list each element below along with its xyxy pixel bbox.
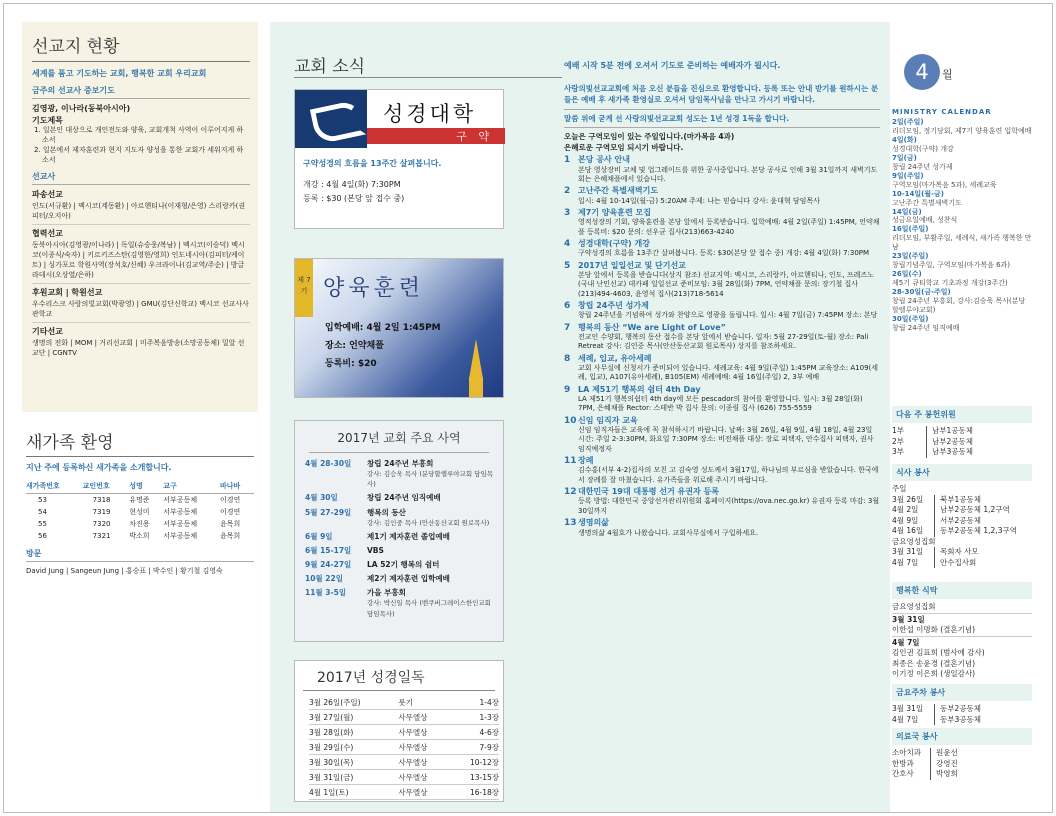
list-item (305, 532, 493, 542)
list-item (892, 748, 1032, 759)
item-head: 본당 공사 안내 (578, 155, 630, 164)
table-cell: 사무엘상 (398, 725, 448, 740)
table-row (309, 740, 499, 755)
mission-sub: 협력선교 (32, 229, 63, 239)
list-item (305, 508, 493, 528)
list-item (892, 704, 1032, 715)
meal-block (892, 464, 1032, 568)
list-item (564, 208, 880, 237)
table-cell: 55 (38, 520, 47, 528)
item-number: 11 (564, 455, 577, 466)
table-cell: 7318 (92, 496, 111, 504)
notice-intro: 사랑의빛선교교회에 처음 오신 분들을 진심으로 환영합니다. 등록 또는 안내 받기를 원하시는 분들은 예배 후 새가족 환영실로 오셔서 담임목사님을 만나고 가시기 바랍니다. (564, 84, 880, 110)
list-item (892, 558, 1032, 569)
calendar-date: 10-14일(월-금) (892, 189, 944, 198)
prayer-item: 2. 일본에서 제자훈련과 현지 지도자 양성을 통한 교회가 세워지게 하소서 (34, 145, 244, 164)
mission-text: 우수리스크 사랑의빛교회(박광영) | GMU(김단신학교) 멕시코 선교사사관학교 (32, 299, 250, 323)
row-label: 2부 (892, 436, 905, 446)
events-card (294, 420, 504, 642)
item-number: 7 (564, 322, 571, 333)
row-label: 한방과 (892, 758, 914, 768)
training-card (294, 258, 504, 398)
list-item (564, 301, 880, 321)
welcome-panel (22, 428, 258, 576)
table-row (309, 785, 499, 800)
list-item (564, 323, 880, 352)
table-row (26, 518, 254, 530)
table-header: 교인번호 (83, 479, 130, 494)
row-value: 북부1공동체 (934, 495, 981, 506)
calendar-list (892, 118, 1032, 333)
item-number: 8 (564, 353, 571, 364)
list-item (892, 516, 1032, 527)
row-label: 간호사 (892, 769, 914, 778)
item-body: 구약성경의 흐름을 13주간 살펴봅니다. 등록: $30(본당 앞 접수 중) 개강: 4월 4일(화) 7:30PM (578, 249, 870, 258)
bible-college-subtitle: 구 약 (367, 128, 505, 144)
list-item (564, 487, 880, 516)
church-steeple-icon (469, 339, 483, 379)
table-cell: 3월 26일(주일) (309, 695, 398, 710)
notice-verse: 말씀 위에 굳게 선 사랑의빛선교교회 성도는 1년 성경 1독을 합니다. (564, 110, 880, 128)
table-cell: 16-18장 (449, 785, 499, 800)
table-cell: 박소희 (129, 532, 150, 540)
friday-label: 금요영성집회 (892, 536, 936, 546)
missionary-head: 선교사 (32, 171, 250, 185)
calendar-text: 리더모임, 부활주일, 세례식, 새가족 행복한 만남 (892, 234, 1032, 252)
bible-college-info (303, 178, 404, 205)
bible-college-start: 개강 : 4월 4일(화) 7:30PM (303, 180, 401, 189)
list-item (564, 239, 880, 259)
list-item (305, 459, 493, 489)
list-item (564, 518, 880, 538)
offering-head: 다음 주 봉헌위원 (892, 406, 1032, 423)
calendar-text: 창립 24주년 성가제 (892, 162, 953, 171)
notice-today-line: 은혜로운 구역모임 되시기 바랍니다. (564, 142, 684, 152)
row-label: 4월 16일 (892, 526, 924, 535)
table-row (26, 506, 254, 518)
table-cell: 윤목희 (219, 520, 241, 528)
table-cell: 4-6장 (449, 725, 499, 740)
table-cell: 유명준 (129, 496, 150, 504)
calendar-date: 26일(수) (892, 270, 922, 279)
item-head: 행복의 동산 “We are Light of Love” (578, 322, 726, 332)
table-cell: 7320 (92, 520, 111, 528)
mission-sub: 파송선교 (32, 190, 63, 200)
calendar-date: 7일(금) (892, 153, 917, 162)
item-head: 장례 (578, 455, 594, 465)
list-item (305, 588, 493, 618)
list-item (892, 715, 1032, 726)
event-sub: 강사: 박신일 목사 (밴쿠버그레이스한인교회 담임목사) (367, 599, 491, 618)
month-unit: 월 (942, 68, 953, 81)
item-number: 4 (564, 238, 571, 249)
item-number: 12 (564, 486, 577, 497)
list-item (892, 547, 1032, 558)
item-head: LA 제51기 행복의 쉼터 4th Day (578, 384, 701, 394)
table-cell: 1-4장 (449, 695, 499, 710)
table-row (309, 710, 499, 725)
table-cell: 현성미 (129, 508, 150, 516)
calendar-date: 4일(화) (892, 135, 917, 144)
calendar-text: 창립기념주일, 구역모임(마가복음 6과) (892, 261, 1011, 270)
happy-line: 이기정 이은희 (생일감사) (892, 669, 976, 678)
table-row (26, 530, 254, 542)
table-cell: 3월 28일(화) (309, 725, 398, 740)
bible-college-desc: 구약성경의 흐름을 13주간 살펴봅니다. (303, 159, 442, 168)
training-fee: 등록비: $20 (325, 359, 377, 369)
item-body: 생명의삶 4월호가 나왔습니다. 교회사무실에서 구입하세요. (578, 528, 759, 537)
list-item (892, 437, 1032, 448)
prayer-list (32, 126, 250, 165)
list-item (564, 186, 880, 206)
table-cell: 1-3장 (449, 710, 499, 725)
mission-text: 동북아시아(김영광/이나라) | 독일(슈승웅/복남) | 멕시코(이승덕) 멕시코(이종식/숙자) | 키르키즈스탄(김영한/영희) 인도네시아(김피터/케이트) | 싱가포르 학원사역(장석호/신혜) 우크라이나(김교역/주순) | 방글라데시(오상열/은하) (32, 240, 250, 285)
calendar-date: 23일(주일) (892, 252, 929, 261)
item-number: 5 (564, 260, 571, 271)
meal-label: 주일 (892, 484, 907, 493)
row-value: 박영희 (930, 769, 958, 780)
item-head: 성경대학(구약) 개강 (578, 238, 650, 248)
table-cell: 윤목희 (219, 532, 241, 540)
table-row (26, 494, 254, 507)
list-item (892, 505, 1032, 516)
event-date: 5월 27-29일 (305, 507, 352, 517)
row-label: 소아치과 (892, 748, 921, 757)
event-date: 6월 15-17일 (305, 545, 352, 555)
calendar-date: 2일(주일) (892, 118, 924, 126)
event-name: 제1기 제자훈련 졸업예배 (367, 531, 450, 541)
item-head: 고난주간 특별새벽기도 (578, 186, 659, 196)
list-item (305, 493, 493, 503)
table-header: 성명 (129, 479, 163, 494)
calendar-text: 성경대학(구약) 개강 (892, 144, 954, 153)
calendar-date: 28-30일(금-주일) (892, 288, 951, 297)
notice-today (564, 132, 880, 153)
list-item (305, 546, 493, 556)
event-name: VBS (367, 545, 384, 555)
event-name: 행복의 동산 (367, 507, 406, 517)
event-name: 창립 24주년 부흥회 (367, 459, 434, 468)
meal-head: 식사 봉사 (892, 464, 1032, 481)
row-value: 강영진 (930, 759, 958, 770)
offering-block (892, 406, 1032, 458)
item-number: 6 (564, 300, 571, 311)
table-header: 바나바 (220, 479, 254, 494)
table-cell: 사무엘상 (398, 770, 448, 785)
visitor-head: 방문 (26, 548, 254, 562)
calendar-date: 30일(주일) (892, 314, 929, 323)
event-name: LA 52기 행복의 쉼터 (367, 560, 440, 569)
list-item (564, 261, 880, 299)
table-cell: 56 (38, 532, 47, 540)
list-item (305, 574, 493, 584)
bible-college-card (294, 89, 504, 229)
table-cell: 룻기 (398, 695, 448, 710)
row-value: 서부2공동체 (934, 516, 981, 527)
medical-head: 의료국 봉사 (892, 728, 1032, 745)
list-item (564, 416, 880, 454)
calendar-text: 리더모임, 정기당회, 제7기 양육훈련 입학예배 (892, 126, 1032, 135)
training-title: 양육훈련 (323, 276, 425, 301)
mission-sub: 후원교회 | 학원선교 (32, 288, 103, 298)
row-label: 4월 7일 (892, 557, 919, 567)
row-label: 3부 (892, 447, 905, 456)
item-head: 제7기 양육훈련 모집 (578, 207, 651, 217)
row-value: 동부2공동체 (934, 704, 981, 715)
list-item (564, 155, 880, 184)
event-date: 9월 24-27일 (305, 560, 352, 569)
mission-missionary: 김영광, 이나라(동북아시아) (32, 104, 131, 113)
item-body: 일시: 4월 10-14일(월-금) 5:20AM 주제: 나는 믿습니다 강사: 윤대혁 담임목사 (578, 196, 820, 205)
table-header: 교구 (163, 479, 220, 494)
table-cell: 7-9장 (449, 740, 499, 755)
item-number: 3 (564, 207, 571, 218)
table-cell: 사무엘상 (398, 785, 448, 800)
welcome-title: 새가족 환영 (26, 428, 254, 457)
row-value: 목회자 사모 (934, 547, 979, 558)
events-list (295, 453, 503, 629)
training-info (325, 319, 441, 373)
table-cell: 사무엘상 (398, 740, 448, 755)
parking-block (892, 684, 1032, 725)
bible-college-title: 성경대학 (383, 102, 477, 126)
list-item (892, 426, 1032, 437)
item-body: 창립 24주년을 기념하여 성가와 찬양으로 영광을 돌립니다. 일시: 4월 7일(금) 7:45PM 장소: 본당 (578, 311, 878, 320)
item-body: 신임 임직자들은 교육에 꼭 참석하시기 바랍니다. 날짜: 3월 26일, 4월 9일, 4월 18일, 4월 23일 시간: 주일 2-3:30PM, 화요일 7:30PM 장소: 비전채플 대상: 장로 피택자, 안수집사 피택자, 권사임직예정자 (578, 426, 874, 453)
list-item (892, 769, 1032, 780)
item-head: 2017년 일일선교 및 단기선교 (578, 260, 686, 270)
left-column (22, 22, 258, 576)
event-date: 4월 30일 (305, 493, 338, 503)
table-cell: 서부공동체 (163, 520, 198, 528)
item-body: 본당 영상장비 교체 및 업그레이드를 위한 공사중입니다. 본당 공사로 인해 3월 31일까지 새벽기도회는 은혜채플에서 있습니다. (578, 165, 878, 183)
mission-week-head: 금주의 선교사 중보기도 (32, 85, 250, 99)
mission-prayer-head: 기도제목 (32, 115, 63, 125)
table-cell: 사무엘상 (398, 755, 448, 770)
table-cell: 3월 29일(수) (309, 740, 398, 755)
item-body: 교회 사무실에 신청서가 준비되어 있습니다. 세례교육: 4월 9일(주일) 1:45PM 교육장소: A109(세례, 입교), A107(유아세례), B105(EM) 세례예배: 4월 16일(주일) 2, 3부 예배 (578, 364, 879, 382)
item-number: 1 (564, 155, 571, 165)
row-value: 남부1공동체 (926, 426, 973, 437)
item-body: 본당 앞에서 등록을 받습니다(상지 참조) 선교지역: 멕시코, 스리랑카, 아르헨티나, 인도, 프레즈노(국내 난민선교) 데카페 일일선교 준비모임: 3월 28일(화) 7PM, 언약채플 문의: 장기철 집사(213)494-4603, 윤영석 집사(213)718-5614 (578, 271, 874, 298)
parking-head: 금요주차 봉사 (892, 684, 1032, 701)
mission-sub: 기타선교 (32, 327, 63, 337)
happy-date: 3월 31일 (892, 613, 1032, 626)
item-head: 세례, 입교, 유아세례 (578, 353, 652, 363)
training-place: 장소: 언약채플 (325, 341, 384, 351)
bible-college-logo-icon (295, 90, 367, 148)
row-value: 남부2공동체 1,2구역 (934, 505, 1010, 516)
item-number: 13 (564, 517, 577, 528)
row-value: 남부3공동체 (926, 447, 973, 458)
notice-today-line: 오늘은 구역모임이 있는 주일입니다.(마가복음 4과) (564, 132, 735, 141)
row-label: 4월 7일 (892, 714, 919, 724)
calendar-date: 14일(금) (892, 207, 922, 216)
table-cell: 3월 27일(월) (309, 710, 398, 725)
month-badge: 4 (904, 54, 940, 90)
table-cell: 54 (38, 508, 47, 516)
item-body: 영적성장의 기회, 양육훈련을 본당 앞에서 등록받습니다. 입학예배: 4월 2일(주일) 1:45PM, 언약채플 등록비: $20 문의: 선우균 집사(213)663-4240 (578, 218, 880, 236)
row-label: 3월 31일 (892, 704, 924, 713)
list-item (564, 456, 880, 485)
notice-head: 예배 시작 5분 전에 오셔서 기도로 준비하는 예배자가 됩시다. (564, 61, 781, 70)
happy-line: 이한섭 이명화 (결혼기념) (892, 625, 976, 634)
table-cell: 7321 (92, 532, 111, 540)
mission-text: 인도(서규환) | 멕시코(계동환) | 아르헨티나(이재형/은영) 스리랑카(권피터/오지아) (32, 201, 250, 225)
table-cell: 10-12장 (449, 755, 499, 770)
list-item (564, 385, 880, 414)
prayer-item: 1. 일본인 대상으로 개인전도와 양육, 교회개척 사역이 이루어지게 하소서 (34, 126, 244, 144)
calendar-title: MINISTRY CALENDAR (892, 108, 992, 116)
mission-panel (22, 22, 258, 412)
row-value: 남부2공동체 (926, 437, 973, 448)
event-name: 창립 24주년 임직예배 (367, 493, 441, 503)
table-cell: 53 (38, 496, 47, 504)
table-cell: 13-15장 (449, 770, 499, 785)
table-cell: 7319 (92, 508, 111, 516)
calendar-text: 성금요일예배, 성찬식 (892, 216, 958, 225)
happy-date: 4월 7일 (892, 636, 1032, 649)
table-cell: 3월 31일(금) (309, 770, 398, 785)
table-cell: 사무엘상 (398, 710, 448, 725)
list-item (564, 354, 880, 383)
mission-lead: 세계를 품고 기도하는 교회, 행복한 교회 우리교회 (32, 69, 207, 78)
reading-title: 2017년 성경일독 (303, 661, 495, 691)
calendar-text: 구역모임(마가복음 5과), 세례교육 (892, 180, 997, 189)
row-label: 3월 31일 (892, 547, 924, 556)
list-item (892, 759, 1032, 770)
notices-column (564, 84, 880, 540)
mission-title: 선교지 현황 (32, 32, 250, 62)
reading-card (294, 660, 504, 802)
row-value: 동부2공동체 1,2,3구역 (934, 526, 1017, 537)
row-label: 4월 2일 (892, 505, 919, 514)
item-head: 생명의삶 (578, 517, 609, 527)
mission-text: 생명의 전화 | MOM | 거리선교회 | 미주복음방송(소망공동체) 밀알 선교단 | CGNTV (32, 338, 245, 358)
item-number: 10 (564, 415, 577, 426)
event-date: 6월 9일 (305, 531, 333, 541)
calendar-date: 9일(주일) (892, 171, 924, 180)
training-badge: 제 7 기 (295, 259, 313, 317)
table-row (309, 725, 499, 740)
table-cell: 3월 30일(목) (309, 755, 398, 770)
row-value: 동부3공동체 (934, 715, 981, 726)
calendar-text: 제5기 큐티학교 기초과정 개강(3주간) (892, 279, 1008, 288)
list-item (892, 447, 1032, 458)
table-cell: 서부공동체 (163, 532, 198, 540)
news-divider (294, 77, 562, 78)
row-value: 안수집사회 (934, 558, 976, 569)
item-head: 대한민국 19대 대통령 선거 유권자 등록 (578, 486, 719, 496)
list-item (892, 526, 1032, 537)
table-cell: 이경연 (219, 496, 241, 504)
row-label: 1부 (892, 426, 905, 435)
item-body: 김수홍(서부 4-2)집사의 모친 고 김숙영 성도께서 3월17일, 하나님의 부르심을 받았습니다. 한국에서 장례를 잘 마쳤습니다. 유가족들을 위로해 주시기 바랍니다. (578, 466, 879, 484)
list-item (892, 495, 1032, 506)
welcome-lead: 지난 주에 등록하신 새가족을 소개합니다. (26, 463, 172, 472)
table-row (309, 695, 499, 710)
item-head: 창립 24주년 성가제 (578, 300, 649, 310)
training-entrance: 입학예배: 4월 2일 1:45PM (325, 323, 441, 333)
happy-table-block (892, 582, 1032, 680)
item-number: 2 (564, 186, 571, 197)
event-sub: 강사: 김승욱 목사 (분당할렐루야교회 담임목사) (367, 470, 494, 489)
reading-table (309, 695, 499, 800)
medical-block (892, 728, 1032, 780)
news-title: 교회 소식 (294, 57, 366, 77)
item-head: 신임 임직자 교육 (578, 415, 638, 425)
calendar-text: 창립 24주년 부흥회, 강사:김승욱 목사(분당 할렐루야교회) (892, 297, 1026, 315)
event-date: 4월 28-30일 (305, 459, 352, 468)
item-number: 9 (564, 384, 571, 395)
happy-line: 김인권 김표희 (범사에 감사) (892, 648, 985, 657)
event-date: 11월 3-5일 (305, 588, 347, 598)
table-cell: 서부공동체 (163, 508, 198, 516)
church-tower-icon (469, 377, 483, 397)
table-cell: 차진용 (129, 520, 150, 528)
row-label: 4월 9일 (892, 515, 919, 525)
table-header: 새가족번호 (26, 479, 83, 494)
calendar-text: 고난주간 특별새벽기도 (892, 198, 962, 207)
bible-college-fee: 등록 : $30 (본당 앞 접수 중) (303, 193, 405, 203)
newcomer-table (26, 479, 254, 542)
item-body: 등록 방법: 대한민국 중앙선거관리위원회 홈페이지(https://ova.nec.go.kr) 유권자 등록 마감: 3월 30일까지 (578, 497, 880, 515)
event-date: 10월 22일 (305, 574, 343, 584)
calendar-text: 창립 24주년 임직예배 (892, 323, 960, 332)
event-name: 가을 부흥회 (367, 588, 406, 598)
row-label: 3월 26일 (892, 494, 924, 504)
happy-head: 행복한 식탁 (892, 582, 1032, 599)
events-title: 2017년 교회 주요 사역 (309, 421, 489, 453)
event-name: 제2기 제자훈련 입학예배 (367, 574, 450, 584)
happy-line: 최종은 송윤경 (결혼기념) (892, 658, 976, 668)
table-row (309, 755, 499, 770)
calendar-date: 16일(주일) (892, 225, 929, 234)
item-body: LA 제51기 행복의쉼터 4th day에 모든 pescador의 참여를 환영합니다. 일시: 3월 28일(화) 7PM, 은혜채플 Rector: 스테반 박 집사 문의: 이종림 집사 (626) 755-5559 (578, 395, 863, 413)
visitor-list: David Jung | Sangeun Jung | 홍승표 | 박수인 | 황기철 김영숙 (26, 567, 223, 575)
row-value: 원윤선 (930, 748, 958, 759)
table-cell: 4월 1일(토) (309, 785, 398, 800)
list-item (305, 560, 493, 570)
event-sub: 강사: 김인중 목사 (안산동산교회 원로목사) (367, 518, 490, 527)
happy-label: 금요영성집회 (892, 602, 936, 611)
item-body: 전교인 수양회, 행복의 동산 접수를 본당 앞에서 받습니다. 일자: 5월 27-29일(토-월) 장소: Pali Retreat 강사: 김인중 목사(안산동산교회 원로목사) 상지를 참조하세요. (578, 333, 869, 351)
table-cell: 서부공동체 (163, 496, 198, 504)
table-row (309, 770, 499, 785)
news-panel (270, 22, 890, 812)
table-cell: 이경연 (219, 508, 241, 516)
